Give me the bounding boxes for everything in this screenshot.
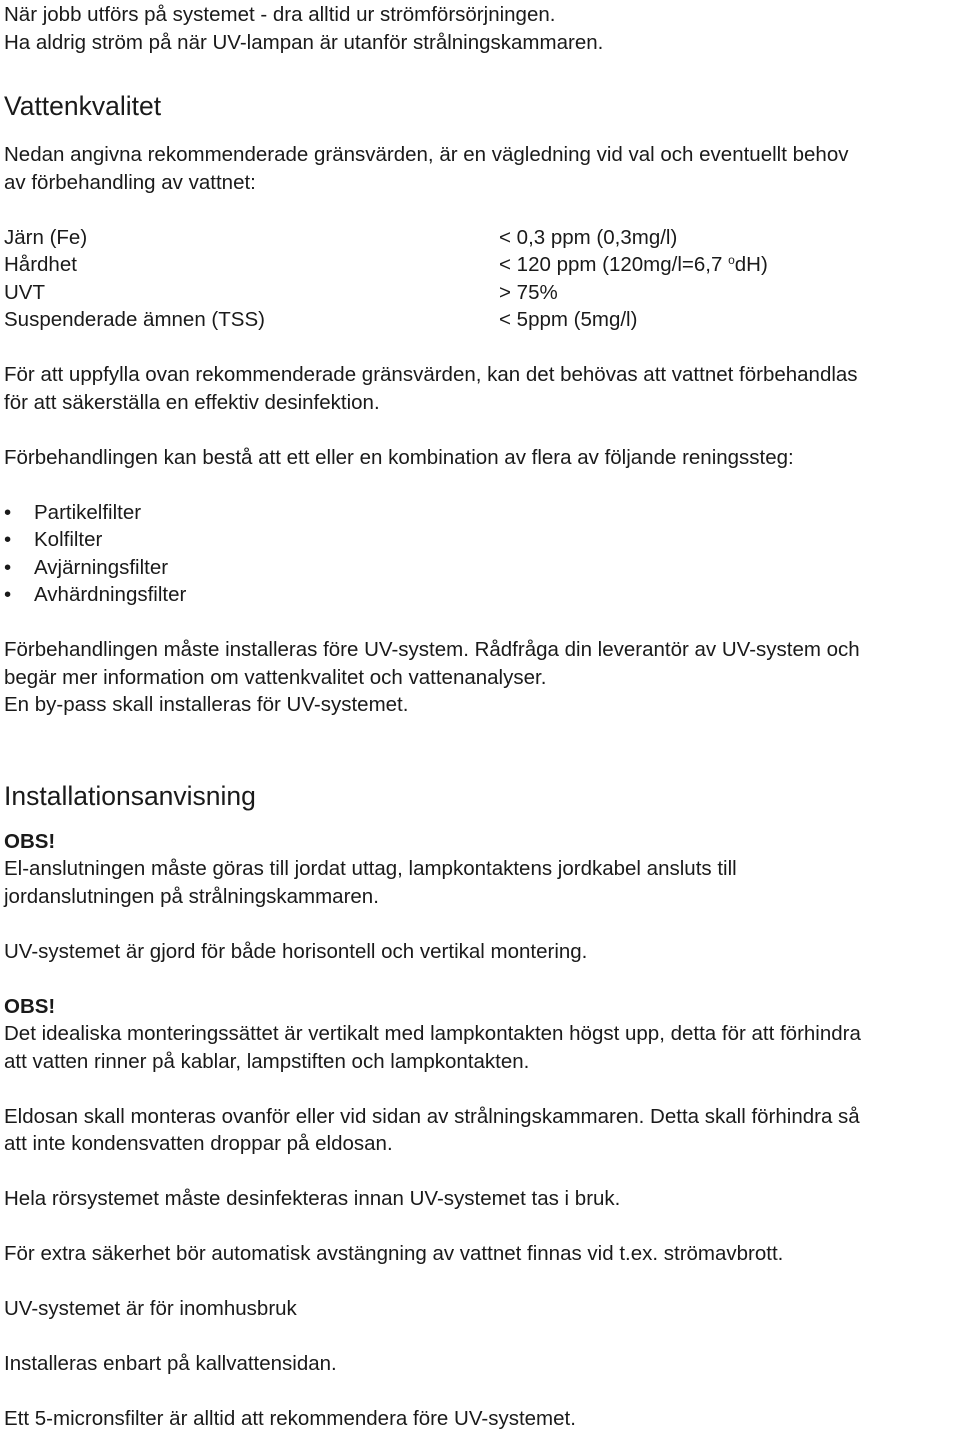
pretreatment-steps-line: Förbehandlingen kan bestå att ett eller en kombination av flera av följande reningssteg: — [4, 445, 794, 469]
pretreatment-need-paragraph — [4, 361, 958, 416]
obs-vertical-line-1: Det idealiska monteringssättet är vertikalt med lampkontakten högst upp, detta för att förhindra — [4, 1022, 861, 1045]
spec-name: Suspenderade ämnen (TSS) — [4, 308, 265, 331]
mounting-line: UV-systemet är gjord för både horisontell och vertikal montering. — [4, 939, 588, 963]
safety-shutoff-paragraph — [4, 1240, 958, 1268]
list-item — [4, 581, 958, 609]
pretreatment-install-paragraph — [4, 636, 958, 719]
cold-water-paragraph — [4, 1350, 958, 1378]
spec-value: > 75% — [499, 280, 558, 304]
disinfect-line: Hela rörsystemet måste desinfekteras innan UV-systemet tas i bruk. — [4, 1187, 621, 1210]
spec-value — [499, 251, 958, 279]
obs-electrical-line-1: El-anslutningen måste göras till jordat uttag, lampkontaktens jordkabel ansluts till — [4, 857, 737, 880]
spec-value: < 0,3 ppm (0,3mg/l) — [499, 225, 678, 249]
obs-vertical-paragraph — [4, 993, 958, 1076]
eldosa-line-2: att inte kondensvatten droppar på eldosan. — [4, 1132, 393, 1155]
obs-vertical-line-2: att vatten rinner på kablar, lampstiften och lampkontakten. — [4, 1049, 530, 1073]
cold-water-line: Installeras enbart på kallvattensidan. — [4, 1352, 337, 1375]
eldosa-line-1: Eldosan skall monteras ovanför eller vid sidan av strålningskammaren. Detta skall förhindra så — [4, 1104, 860, 1128]
indoor-use-paragraph — [4, 1295, 958, 1323]
list-item — [4, 499, 958, 527]
spec-row-hardness — [4, 251, 958, 279]
list-item — [4, 526, 958, 554]
disinfect-paragraph — [4, 1185, 958, 1213]
spec-row-uvt — [4, 279, 958, 307]
spec-value: < 5ppm (5mg/l) — [499, 308, 638, 331]
pretreatment-install-line-2: begär mer information om vattenkvalitet och vattenanalyser. — [4, 665, 547, 689]
spec-name: UVT — [4, 280, 45, 304]
spec-value-main: < 120 ppm (120mg/l=6,7 — [499, 253, 729, 276]
obs-electrical-paragraph — [4, 828, 958, 911]
list-item-label: Kolfilter — [34, 528, 103, 551]
bypass-line: En by-pass skall installeras för UV-systemet. — [4, 693, 409, 716]
safety-intro-line-1: När jobb utförs på systemet - dra alltid ur strömförsörjningen. — [4, 3, 556, 26]
obs-electrical-line-2: jordanslutningen på strålningskammaren. — [4, 884, 379, 908]
pretreatment-need-line-2: för att säkerställa en effektiv desinfektion. — [4, 390, 380, 414]
obs-label: OBS! — [4, 994, 56, 1018]
list-item-label: Avjärningsfilter — [34, 555, 169, 579]
water-quality-intro-line-2: av förbehandling av vattnet: — [4, 170, 256, 194]
pretreatment-need-line-1: För att uppfylla ovan rekommenderade gränsvärden, kan det behövas att vattnet förbehandlas — [4, 363, 858, 386]
safety-intro — [4, 1, 958, 56]
bullet-icon: • — [4, 528, 12, 551]
spec-row-tss — [4, 306, 958, 334]
spec-name: Järn (Fe) — [4, 225, 88, 249]
spec-name: Hårdhet — [4, 253, 77, 276]
water-quality-intro-line-1: Nedan angivna rekommenderade gränsvärden, är en vägledning vid val och eventuellt behov — [4, 143, 849, 166]
indoor-use-line: UV-systemet är för inomhusbruk — [4, 1297, 297, 1320]
bullet-icon: • — [4, 555, 12, 579]
filter-list — [4, 499, 958, 609]
water-quality-heading: Vattenkvalitet — [4, 91, 162, 121]
water-quality-intro — [4, 141, 958, 196]
pretreatment-install-line-1: Förbehandlingen måste installeras före UV-system. Rådfråga din leverantör av UV-system och — [4, 638, 860, 661]
water-specs-list — [4, 224, 958, 334]
list-item — [4, 554, 958, 582]
installation-heading: Installationsanvisning — [4, 780, 256, 811]
obs-label: OBS! — [4, 829, 56, 853]
degree-superscript: o — [728, 253, 735, 267]
eldosa-paragraph — [4, 1103, 958, 1158]
micron-filter-line: Ett 5-micronsfilter är alltid att rekommendera före UV-systemet. — [4, 1407, 576, 1430]
document-page — [4, 1, 958, 1433]
mounting-paragraph — [4, 938, 958, 966]
list-item-label: Avhärdningsfilter — [34, 583, 187, 606]
bullet-icon: • — [4, 583, 12, 606]
micron-filter-paragraph — [4, 1405, 958, 1433]
spec-value-unit: dH) — [734, 253, 768, 276]
safety-shutoff-line: För extra säkerhet bör automatisk avstängning av vattnet finnas vid t.ex. strömavbrott. — [4, 1242, 784, 1265]
pretreatment-steps-intro — [4, 444, 958, 472]
spec-row-iron — [4, 224, 958, 252]
safety-intro-line-2: Ha aldrig ström på när UV-lampan är utanför strålningskammaren. — [4, 30, 604, 54]
list-item-label: Partikelfilter — [34, 500, 142, 524]
bullet-icon: • — [4, 500, 12, 524]
